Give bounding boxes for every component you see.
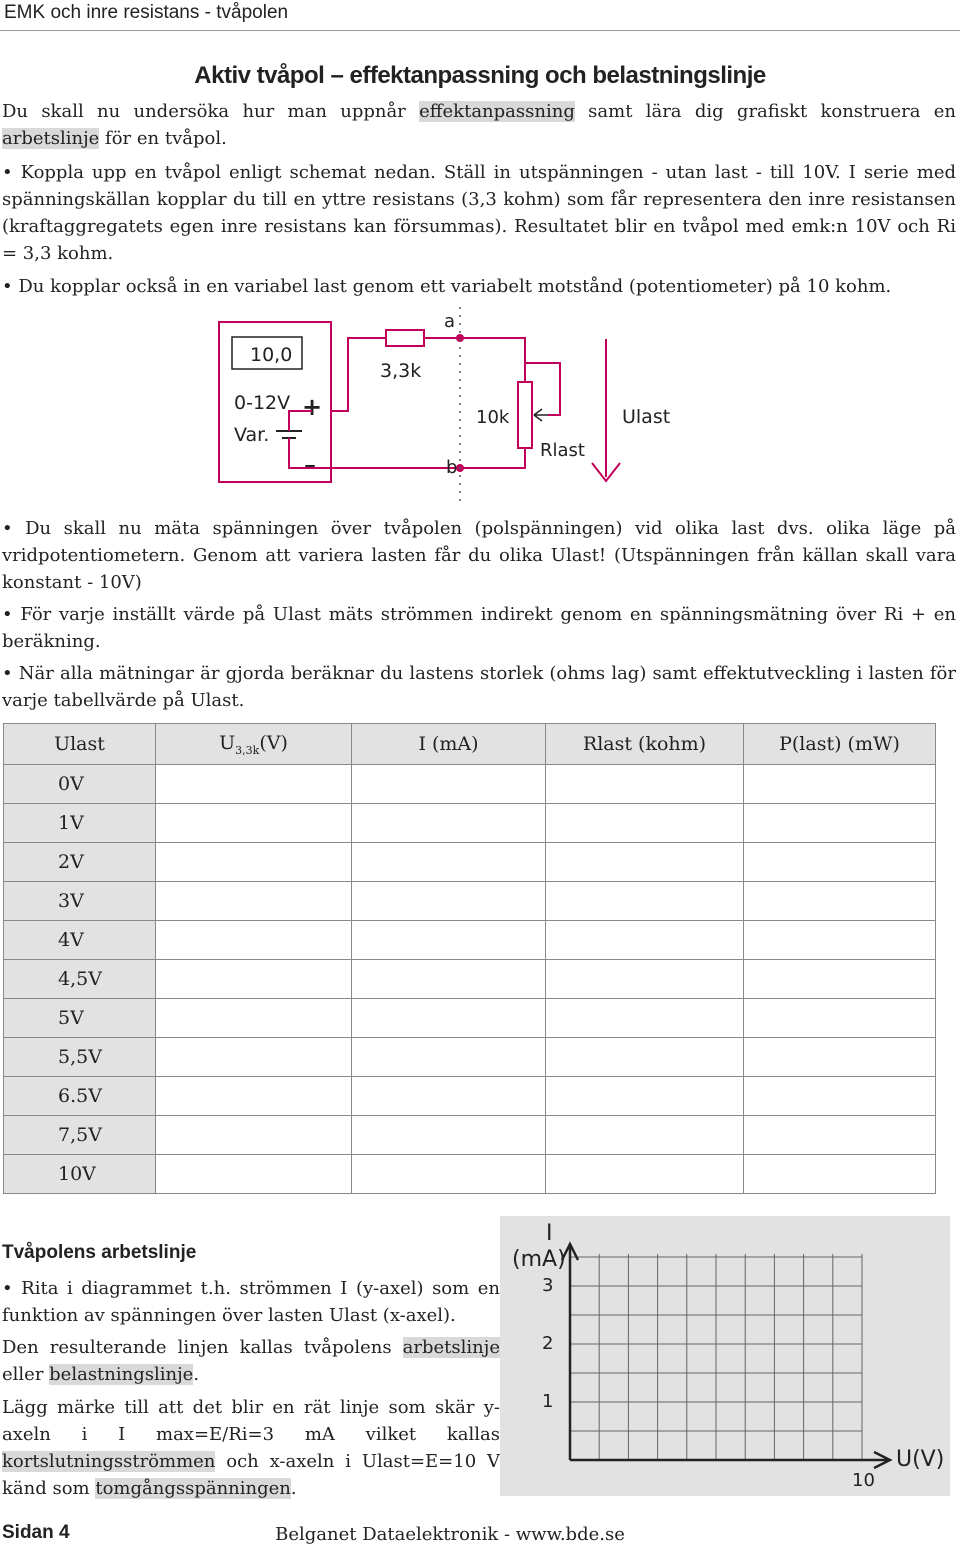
empty-cell[interactable] xyxy=(352,1077,546,1116)
node-b-label: b xyxy=(446,457,458,478)
empty-cell[interactable] xyxy=(744,804,936,843)
bullet-berakning: • När alla mätningar är gjorda beräknar du lastens storlek (ohms lag) samt effektutveckling i lasten för varje tabellvärde på Ulast. xyxy=(2,660,956,714)
empty-cell[interactable] xyxy=(546,804,744,843)
empty-cell[interactable] xyxy=(744,1155,936,1194)
col-header-ulast: Ulast xyxy=(4,724,156,765)
empty-cell[interactable] xyxy=(156,843,352,882)
highlight-kortslutningsstrommen: kortslutningsströmmen xyxy=(2,1451,216,1472)
empty-cell[interactable] xyxy=(744,960,936,999)
empty-cell[interactable] xyxy=(546,999,744,1038)
empty-cell[interactable] xyxy=(156,1155,352,1194)
row-ulast-value: 4,5V xyxy=(4,960,156,999)
empty-cell[interactable] xyxy=(546,1077,744,1116)
plus-sign: + xyxy=(302,393,323,421)
table-row xyxy=(4,882,936,921)
empty-cell[interactable] xyxy=(156,804,352,843)
empty-cell[interactable] xyxy=(546,1155,744,1194)
y-tick-2: 2 xyxy=(542,1333,554,1354)
bullet-koppla: • Koppla upp en tvåpol enligt schemat nedan. Ställ in utspänningen - utan last - till 10V. I serie med spänningskällan kopplar du till en yttre resistans (3,3 kohm) som får representera den inre resistansen (kraftaggregatets egen inre resistans kan försummas). Resultatet blir en tvåpol med emk:n 10V och Ri = 3,3 kohm. xyxy=(2,159,956,267)
table-row xyxy=(4,804,936,843)
empty-cell[interactable] xyxy=(352,843,546,882)
empty-cell[interactable] xyxy=(352,960,546,999)
empty-cell[interactable] xyxy=(744,1116,936,1155)
table-row xyxy=(4,843,936,882)
potentiometer xyxy=(518,382,532,448)
y-tick-1: 1 xyxy=(542,1391,554,1412)
empty-cell[interactable] xyxy=(546,960,744,999)
empty-cell[interactable] xyxy=(156,765,352,804)
x-tick-10: 10 xyxy=(852,1470,875,1491)
table-row xyxy=(4,1155,936,1194)
highlight-tomgangsspanningen: tomgångsspänningen xyxy=(95,1478,291,1499)
empty-cell[interactable] xyxy=(546,882,744,921)
table-header-row xyxy=(4,724,936,765)
row-ulast-value: 1V xyxy=(4,804,156,843)
intro-text-2: samt lära dig grafiskt konstruera en xyxy=(574,101,956,122)
footer-page-number: Sidan 4 xyxy=(2,1522,70,1543)
col-header-i: I (mA) xyxy=(352,724,546,765)
table-row xyxy=(4,1116,936,1155)
row-ulast-value: 10V xyxy=(4,1155,156,1194)
row-ulast-value: 3V xyxy=(4,882,156,921)
empty-cell[interactable] xyxy=(546,843,744,882)
resistor-3k3 xyxy=(386,330,424,346)
pot-wiper-arrow xyxy=(534,409,548,421)
arbetslinje-para-1: Den resulterande linjen kallas tvåpolens arbetslinje eller belastningslinje. xyxy=(2,1337,500,1385)
empty-cell[interactable] xyxy=(744,1038,936,1077)
empty-cell[interactable] xyxy=(156,921,352,960)
empty-cell[interactable] xyxy=(156,960,352,999)
empty-cell[interactable] xyxy=(744,882,936,921)
range-label: 0-12V xyxy=(234,392,291,414)
row-ulast-value: 6.5V xyxy=(4,1077,156,1116)
row-ulast-value: 5V xyxy=(4,999,156,1038)
ulast-label: Ulast xyxy=(622,406,671,428)
table-row xyxy=(4,960,936,999)
row-ulast-value: 4V xyxy=(4,921,156,960)
wire-to-resistor xyxy=(331,338,386,411)
resistor-label: 3,3k xyxy=(380,360,422,382)
row-ulast-value: 0V xyxy=(4,765,156,804)
circuit-diagram xyxy=(210,305,690,505)
intro-paragraph xyxy=(2,98,956,152)
x-axis-label: U(V) xyxy=(896,1447,945,1472)
intro-text-1: Du skall nu undersöka hur man uppnår xyxy=(2,101,420,122)
arbetslinje-bullet: • Rita i diagrammet t.h. strömmen I (y-axel) som en funktion av spänningen över lasten Ulast (x-axel). xyxy=(2,1275,500,1329)
empty-cell[interactable] xyxy=(352,765,546,804)
wire-bottom xyxy=(289,448,525,468)
table-row xyxy=(4,1038,936,1077)
col-header-rlast: Rlast (kohm) xyxy=(546,724,744,765)
section-title: Aktiv tvåpol – effektanpassning och belastningslinje xyxy=(194,62,766,89)
table-row xyxy=(4,765,936,804)
col-header-u33k: $U_{3,3k}(V)$ xyxy=(156,724,352,765)
bullet-strom: • För varje inställt värde på Ulast mäts strömmen indirekt genom en spänningsmätning över Ri + en beräkning. xyxy=(2,601,956,655)
wire-top xyxy=(424,338,525,382)
table-row xyxy=(4,999,936,1038)
highlight-belastningslinje: belastningslinje xyxy=(49,1364,194,1385)
footer-publisher: Belganet Dataelektronik - www.bde.se xyxy=(275,1524,625,1545)
empty-cell[interactable] xyxy=(546,1038,744,1077)
empty-cell[interactable] xyxy=(546,1116,744,1155)
table-row xyxy=(4,1077,936,1116)
empty-cell[interactable] xyxy=(156,1038,352,1077)
empty-cell[interactable] xyxy=(352,921,546,960)
col-header-plast: P(last) (mW) xyxy=(744,724,936,765)
measurement-table xyxy=(3,723,936,1194)
arbetslinje-para-2: Lägg märke till att det blir en rät linje som skär y-axeln i I max=E/Ri=3 mA vilket kallas kortslutningsströmmen och x-axeln i Ulast=E=10 V känd som tomgångsspänningen. xyxy=(2,1397,500,1499)
rlast-label: Rlast xyxy=(540,440,585,461)
bullet-mata-spanning: • Du skall nu mäta spänningen över tvåpolen (polspänningen) vid olika last dvs. olika läge på vridpotentiometern. Genom att variera lasten får du olika Ulast! (Utspänningen från källan skall vara konstant - 10V) xyxy=(2,515,956,596)
var-label: Var. xyxy=(234,424,270,446)
graph-background xyxy=(500,1216,950,1496)
empty-cell[interactable] xyxy=(546,921,744,960)
empty-cell[interactable] xyxy=(352,882,546,921)
y-tick-3: 3 xyxy=(542,1275,554,1296)
empty-cell[interactable] xyxy=(156,1116,352,1155)
row-ulast-value: 7,5V xyxy=(4,1116,156,1155)
empty-cell[interactable] xyxy=(352,1038,546,1077)
row-ulast-value: 5,5V xyxy=(4,1038,156,1077)
iu-graph xyxy=(500,1216,952,1498)
highlight-arbetslinje: arbetslinje xyxy=(2,128,100,149)
empty-cell[interactable] xyxy=(744,765,936,804)
empty-cell[interactable] xyxy=(352,999,546,1038)
arbetslinje-heading: Tvåpolens arbetslinje xyxy=(2,1242,197,1263)
empty-cell[interactable] xyxy=(744,843,936,882)
header-title: EMK och inre resistans - tvåpolen xyxy=(4,2,289,23)
display-value: 10,0 xyxy=(250,344,293,366)
empty-cell[interactable] xyxy=(744,1077,936,1116)
empty-cell[interactable] xyxy=(156,1077,352,1116)
minus-sign: – xyxy=(304,451,316,479)
table-body xyxy=(4,765,936,1194)
y-axis-label-i: I xyxy=(546,1221,553,1246)
empty-cell[interactable] xyxy=(352,1155,546,1194)
empty-cell[interactable] xyxy=(744,999,936,1038)
empty-cell[interactable] xyxy=(156,999,352,1038)
empty-cell[interactable] xyxy=(546,765,744,804)
highlight-arbetslinje-2: arbetslinje xyxy=(402,1337,500,1358)
row-ulast-value: 2V xyxy=(4,843,156,882)
empty-cell[interactable] xyxy=(744,921,936,960)
window-header xyxy=(0,0,960,31)
empty-cell[interactable] xyxy=(352,804,546,843)
pot-label: 10k xyxy=(476,407,510,428)
node-a-label: a xyxy=(444,311,456,332)
y-axis-label-ma: (mA) xyxy=(512,1247,566,1272)
empty-cell[interactable] xyxy=(352,1116,546,1155)
table-row xyxy=(4,921,936,960)
empty-cell[interactable] xyxy=(156,882,352,921)
intro-text-3: för en tvåpol. xyxy=(99,128,227,149)
highlight-effektanpassning: effektanpassning xyxy=(419,101,575,122)
bullet-variabel-last: • Du kopplar också in en variabel last genom ett variabelt motstånd (potentiometer) på 10 kohm. xyxy=(2,273,956,300)
